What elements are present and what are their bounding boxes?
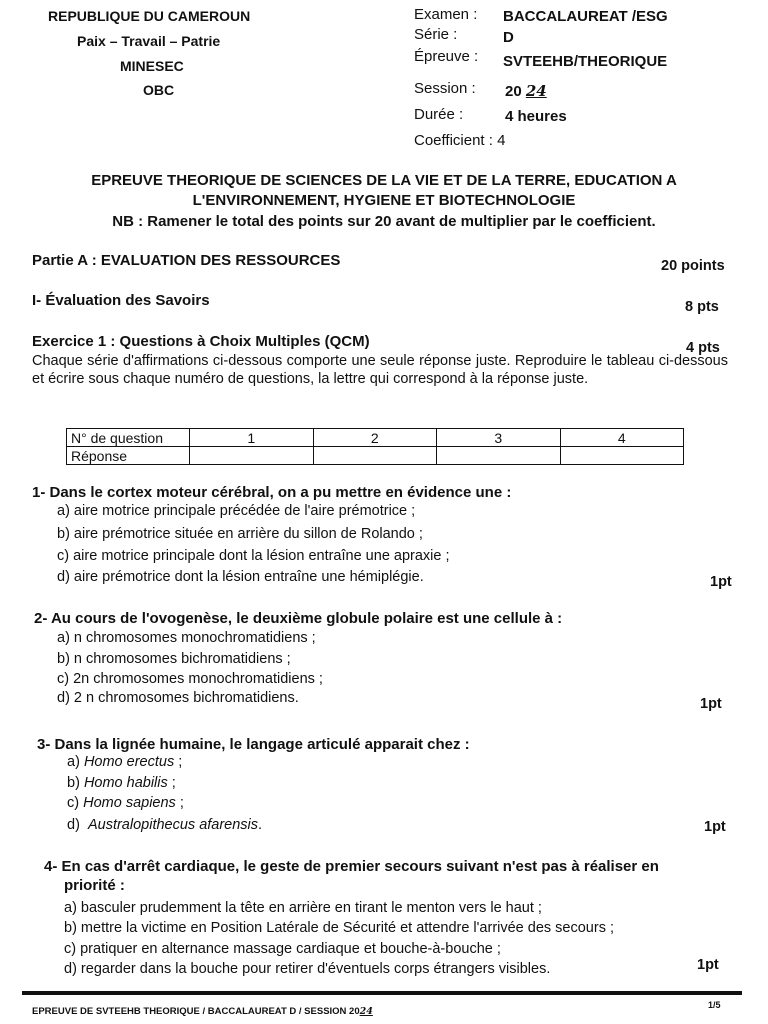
question-number: 2 [313, 429, 437, 447]
exam-value: BACCALAUREAT /ESG [503, 8, 668, 25]
exercise-1-label: Exercice 1 : Questions à Choix Multiples (QCM) [32, 333, 370, 350]
q1-points: 1pt [710, 574, 732, 590]
table-row [67, 447, 684, 465]
table-header-label: N° de question [67, 429, 190, 447]
office: OBC [143, 82, 175, 98]
nb-note: NB : Ramener le total des points sur 20 avant de multiplier par le coefficient. [112, 213, 656, 230]
exercise-1-instructions: Chaque série d'affirmations ci-dessous comporte une seule réponse juste. Reproduire le tableau ci-dessous et écrire sous chaque numéro de questions, la lettre qui correspond à la réponse juste. [32, 353, 728, 387]
country-name: REPUBLIQUE DU CAMEROUN [48, 8, 251, 24]
duree-label: Durée : [414, 106, 464, 123]
q3-option-d: d) Australopithecus afarensis. [67, 817, 263, 833]
part-a-label: Partie A : EVALUATION DES RESSOURCES [32, 252, 341, 269]
question-number: 1 [190, 429, 314, 447]
epreuve-value: SVTEEHB/THEORIQUE [503, 53, 668, 70]
q4-option-c: c) pratiquer en alternance massage cardiaque et bouche-à-bouche ; [64, 941, 501, 957]
q4-option-d: d) regarder dans la bouche pour retirer d'éventuels corps étrangers visibles. [64, 961, 551, 977]
question-1: 1- Dans le cortex moteur cérébral, on a pu mettre en évidence une : [32, 484, 512, 501]
epreuve-label: Épreuve : [414, 48, 479, 65]
duree-value: 4 heures [505, 108, 567, 125]
footer-rule [22, 991, 742, 995]
question-number: 3 [437, 429, 561, 447]
serie-label: Série : [414, 26, 458, 43]
q1-option-b: b) aire prémotrice située en arrière du sillon de Rolando ; [57, 526, 423, 542]
answer-cell [190, 447, 314, 465]
footer-handwritten: 24 [359, 1006, 373, 1017]
session-value [505, 82, 547, 100]
answer-cell [560, 447, 684, 465]
session-label: Session : [414, 80, 476, 97]
q2-option-c: c) 2n chromosomes monochromatidiens ; [57, 671, 323, 687]
coefficient: Coefficient : 4 [414, 132, 506, 149]
q2-option-b: b) n chromosomes bichromatidiens ; [57, 651, 291, 667]
q4-option-b: b) mettre la victime en Position Latérale de Sécurité et attendre l'arrivée des secours ; [64, 920, 615, 936]
question-3: 3- Dans la lignée humaine, le langage articulé apparait chez : [37, 736, 470, 753]
q1-option-d: d) aire prémotrice dont la lésion entraîne une hémiplégie. [57, 569, 424, 585]
question-4-line2: priorité : [64, 877, 125, 894]
q3-option-a: a) Homo erectus ; [67, 754, 183, 770]
exam-title-line1: EPREUVE THEORIQUE DE SCIENCES DE LA VIE ET DE LA TERRE, EDUCATION A [91, 172, 677, 189]
ministry: MINESEC [120, 58, 184, 74]
exam-title-line2: L'ENVIRONNEMENT, HYGIENE ET BIOTECHNOLOGIE [192, 192, 576, 209]
page-number: 1/5 [708, 1000, 721, 1010]
answer-cell [313, 447, 437, 465]
answer-row-label: Réponse [67, 447, 190, 465]
serie-value: D [503, 29, 514, 46]
question-4-line1: 4- En cas d'arrêt cardiaque, le geste de premier secours suivant n'est pas à réaliser en [44, 858, 659, 875]
exam-label: Examen : [414, 6, 478, 23]
q2-option-d: d) 2 n chromosomes bichromatidiens. [57, 690, 299, 706]
q4-points: 1pt [697, 957, 719, 973]
session-prefix: 20 [505, 83, 522, 100]
part-a-points: 20 points [661, 258, 725, 274]
q3-option-c: c) Homo sapiens ; [67, 795, 184, 811]
q3-points: 1pt [704, 819, 726, 835]
section-savoirs-label: I- Évaluation des Savoirs [32, 292, 210, 309]
footer-text: EPREUVE DE SVTEEHB THEORIQUE / BACCALAUREAT D / SESSION 2024 [32, 1006, 373, 1017]
motto: Paix – Travail – Patrie [77, 33, 221, 49]
question-2: 2- Au cours de l'ovogenèse, le deuxième globule polaire est une cellule à : [34, 610, 563, 627]
q4-option-a: a) basculer prudemment la tête en arrière en tirant le menton vers le haut ; [64, 900, 542, 916]
session-handwritten: 24 [525, 82, 547, 100]
answer-table [66, 428, 684, 465]
question-number: 4 [560, 429, 684, 447]
exercise-1-points: 4 pts [686, 340, 720, 356]
q1-option-a: a) aire motrice principale précédée de l'aire prémotrice ; [57, 503, 416, 519]
section-savoirs-points: 8 pts [685, 299, 719, 315]
q2-points: 1pt [700, 696, 722, 712]
q3-option-b: b) Homo habilis ; [67, 775, 176, 791]
table-row [67, 429, 684, 447]
answer-cell [437, 447, 561, 465]
q2-option-a: a) n chromosomes monochromatidiens ; [57, 630, 316, 646]
q1-option-c: c) aire motrice principale dont la lésion entraîne une apraxie ; [57, 548, 450, 564]
